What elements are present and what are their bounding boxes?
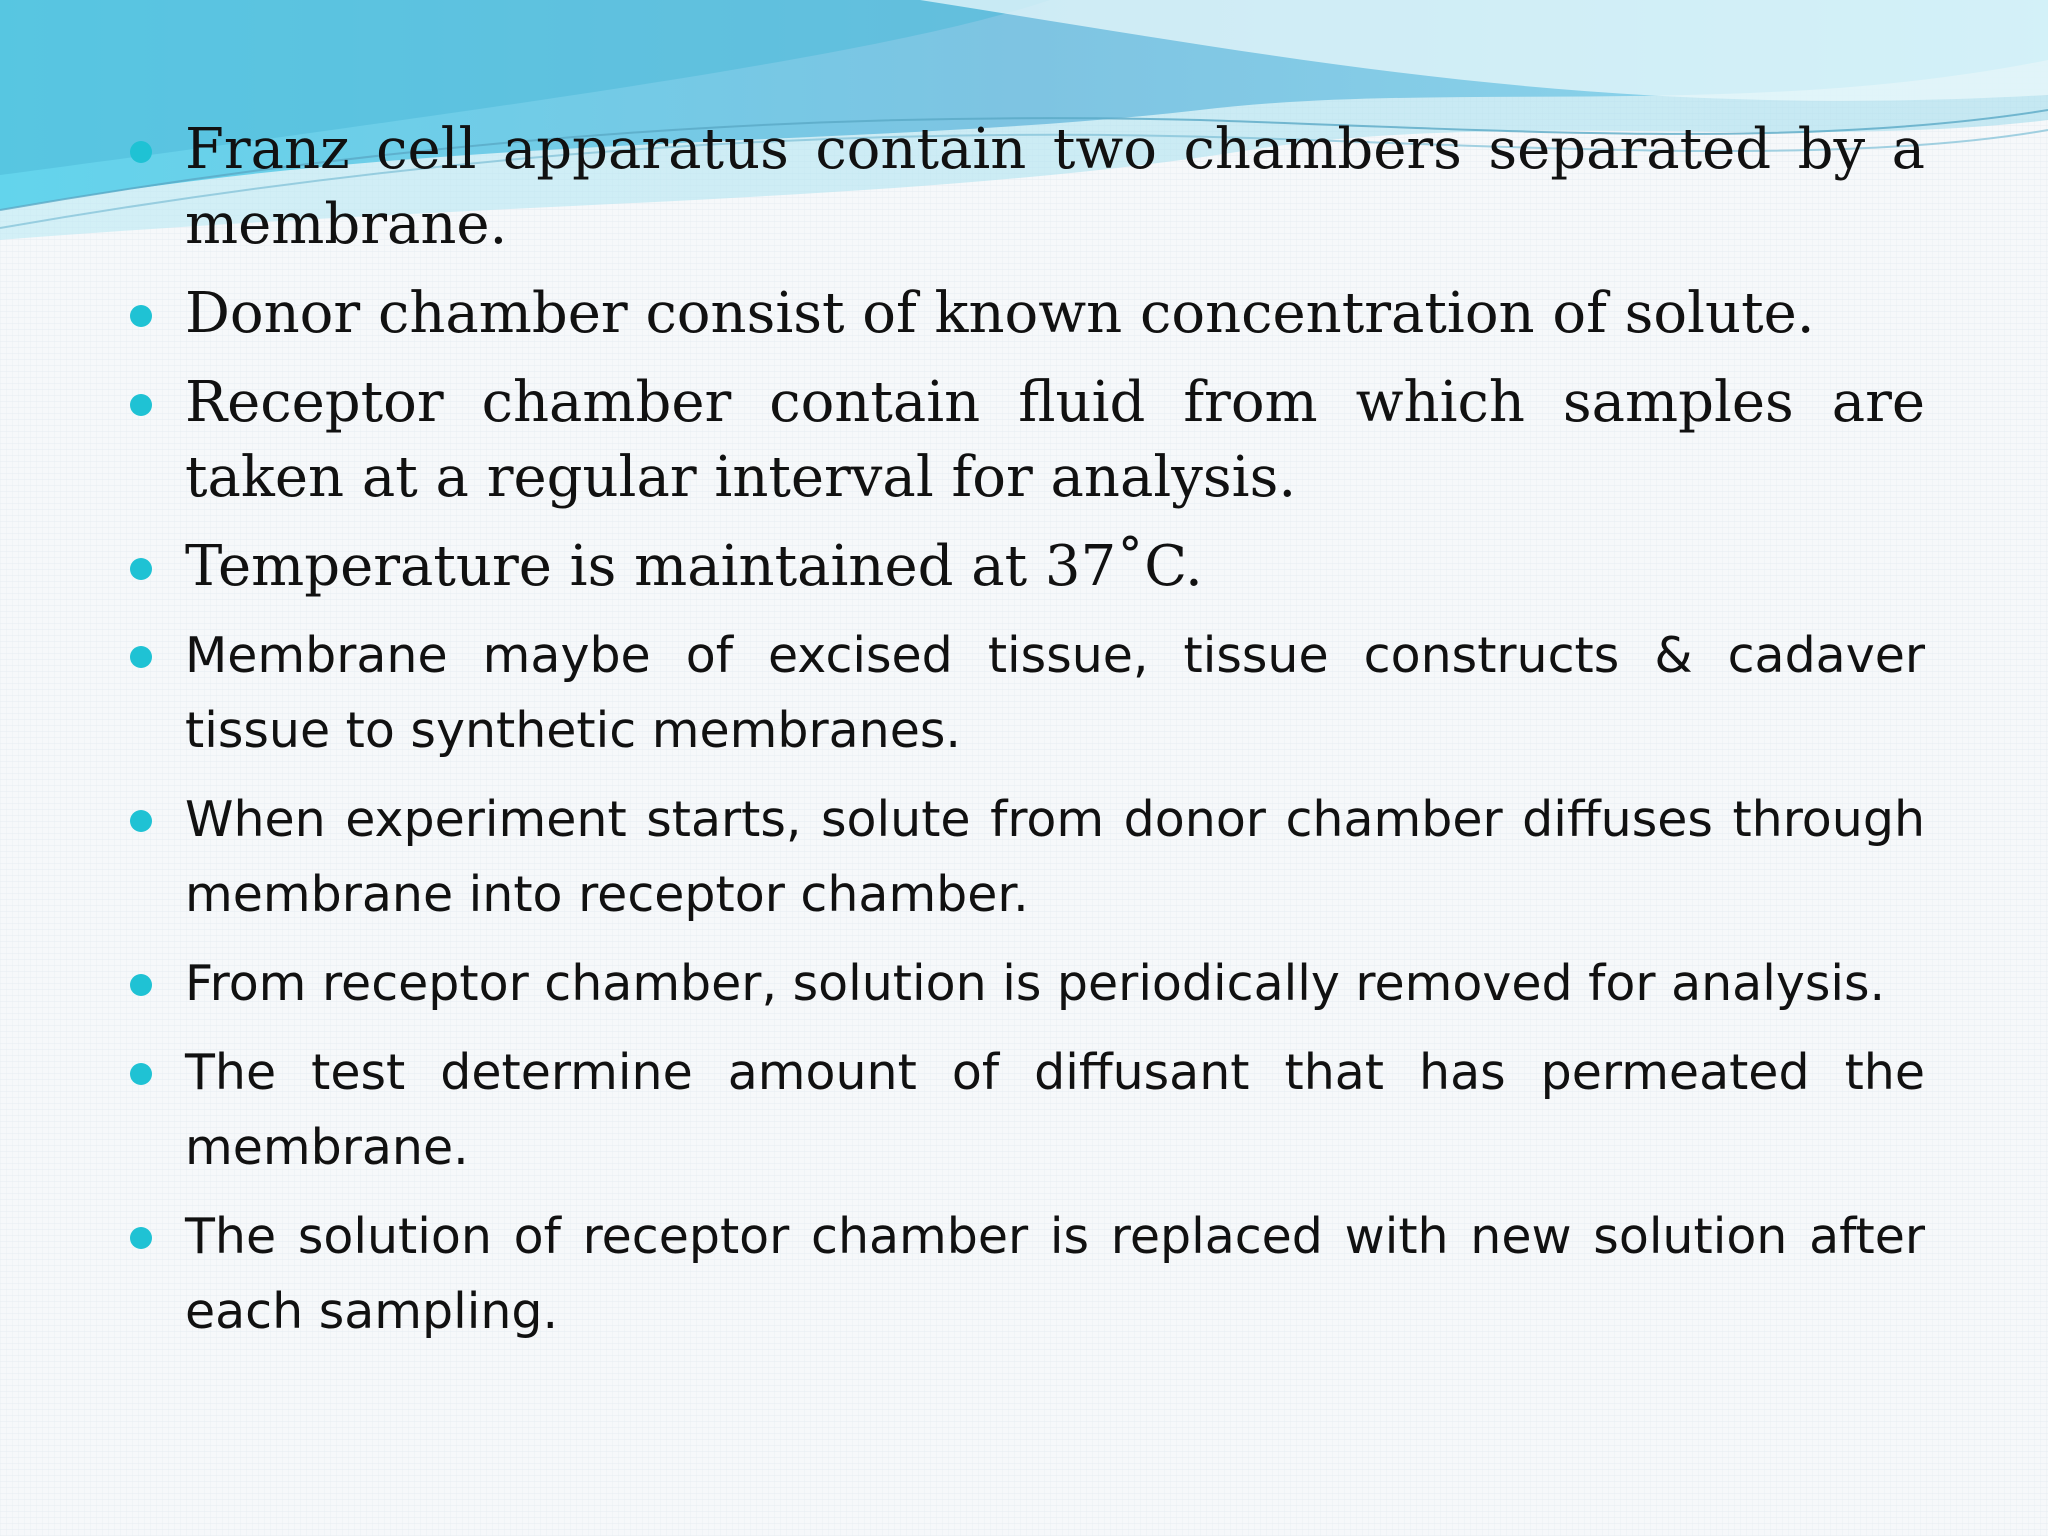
bullet-text: The test determine amount of diffusant that has permeated the membrane. (185, 1044, 1925, 1176)
bullet-text: From receptor chamber, solution is periodically removed for analysis. (185, 955, 1886, 1012)
bullet-dot-icon (130, 558, 152, 580)
bullet-dot-icon (130, 646, 152, 668)
bullet-item (125, 618, 1925, 768)
bullet-item (125, 112, 1925, 262)
bullet-text: Receptor chamber contain fluid from which samples are taken at a regular interval for analysis. (185, 370, 1925, 510)
bullet-dot-icon (130, 305, 152, 327)
bullet-item (125, 276, 1925, 351)
bullet-dot-icon (130, 974, 152, 996)
bullet-text: When experiment starts, solute from donor chamber diffuses through membrane into receptor chamber. (185, 791, 1925, 923)
bullet-item (125, 1035, 1925, 1185)
bullet-list (125, 112, 1925, 1349)
bullet-item (125, 946, 1925, 1021)
bullet-text: The solution of receptor chamber is replaced with new solution after each sampling. (185, 1208, 1925, 1340)
bullet-text: Franz cell apparatus contain two chambers separated by a membrane. (185, 117, 1925, 257)
bullet-text: Donor chamber consist of known concentration of solute. (185, 281, 1815, 346)
bullet-dot-icon (130, 394, 152, 416)
bullet-item (125, 365, 1925, 515)
bullet-text: Membrane maybe of excised tissue, tissue constructs & cadaver tissue to synthetic membranes. (185, 627, 1925, 759)
bullet-item (125, 782, 1925, 932)
bullet-dot-icon (130, 141, 152, 163)
bullet-text: Temperature is maintained at 37˚C. (185, 534, 1203, 599)
slide-content (125, 112, 1925, 1363)
bullet-item (125, 529, 1925, 604)
bullet-dot-icon (130, 810, 152, 832)
bullet-dot-icon (130, 1227, 152, 1249)
bullet-dot-icon (130, 1063, 152, 1085)
bullet-item (125, 1199, 1925, 1349)
